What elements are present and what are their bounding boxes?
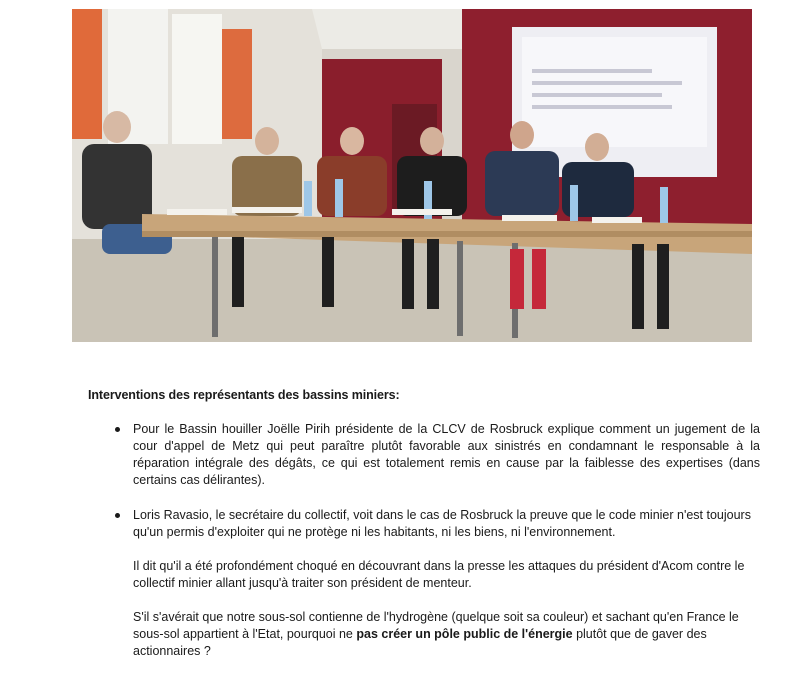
meeting-photo-illustration	[72, 9, 752, 342]
section-heading: Interventions des représentants des bassins miniers:	[88, 388, 400, 402]
paragraph-text: plutôt que de gaver des actionnaires ?	[133, 627, 707, 658]
emphasis-text: pas créer un pôle public de l'énergie	[356, 627, 573, 641]
paragraph: Pour le Bassin houiller Joëlle Pirih présidente de la CLCV de Rosbruck explique comment un jugement de la cour d'appel de Metz qui peut paraître plutôt favorable aux sinistrés en condamnant le responsable à la réparation intégrale des dégâts, ce qui est totalement remis en cause par la faiblesse des expertises (dans certains cas délirantes).	[133, 422, 760, 487]
paragraph: Il dit qu'il a été profondément choqué en découvrant dans la presse les attaques du président d'Acom contre le collectif minier allant jusqu'à traiter son président de menteur.	[133, 559, 745, 590]
bullet-icon	[115, 427, 120, 432]
list-item	[88, 421, 760, 489]
meeting-photo	[72, 9, 752, 342]
paragraph	[133, 609, 760, 660]
list-item	[88, 507, 760, 660]
paragraph: Loris Ravasio, le secrétaire du collectif, voit dans le cas de Rosbruck la preuve que le code minier n'est toujours qu'un permis d'exploiter qui ne protège ni les habitants, ni les biens, ni l'environnement.	[133, 508, 751, 539]
interventions-list	[88, 421, 760, 660]
bullet-icon	[115, 513, 120, 518]
paragraph-text: S'il s'avérait que notre sous-sol contienne de l'hydrogène (quelque soit sa couleur) et sachant qu'en France le sous-sol appartient à l'Etat, pourquoi ne	[133, 610, 739, 641]
